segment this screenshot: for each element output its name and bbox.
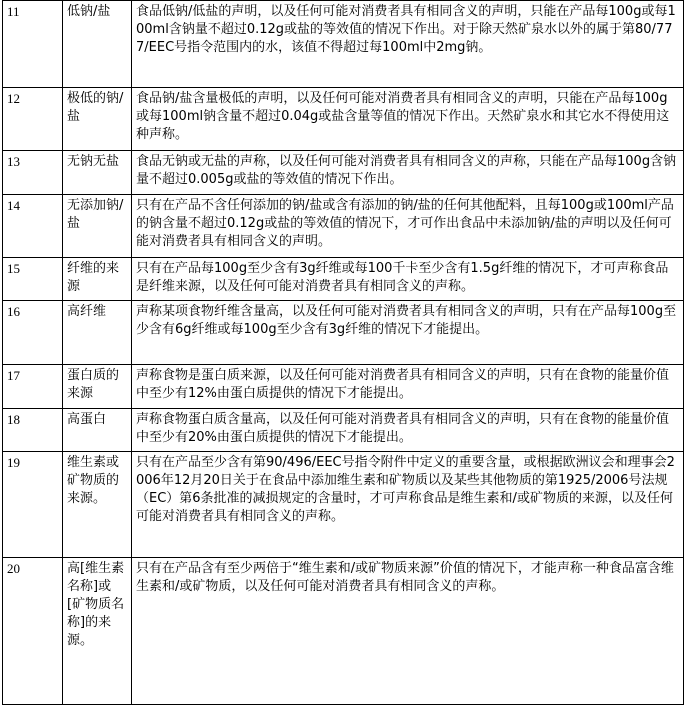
claim-condition: 只有在产品至少含有第90/496/EEC号指令附件中定义的重要含量，或根据欧洲议会和理事会2006年12月20日关于在食品中添加维生素和矿物质以及某些其他物质的第1925/2006号法规（EC）第6条批准的减损规定的含量时，才可声称食品是维生素和/或矿物质的来源，以及任何可能对消费者具有相同含义的声称。 (132, 452, 684, 558)
claim-condition: 声称食物蛋白质含量高，以及任何可能对消费者具有相同含义的声明，只有在食物的能量价值中至少有20%由蛋白质提供的情况下才能提出。 (132, 409, 684, 452)
table-row (3, 1, 684, 88)
claim-name: 低钠/盐 (63, 1, 132, 88)
table-row (3, 301, 684, 365)
table-row (3, 151, 684, 195)
claim-name: 维生素或矿物质的来源。 (63, 452, 132, 558)
row-number: 14 (3, 195, 63, 258)
table-row (3, 558, 684, 705)
row-number: 16 (3, 301, 63, 365)
claim-condition: 食品钠/盐含量极低的声明，以及任何可能对消费者具有相同含义的声明，只能在产品每100g或每100ml钠含量不超过0.04g或盐含量等值的情况下作出。天然矿泉水和其它水不得使用这种声称。 (132, 88, 684, 151)
claim-name: 纤维的来源 (63, 258, 132, 301)
table-row (3, 88, 684, 151)
claim-condition: 只有在产品含有至少两倍于“维生素和/或矿物质来源”价值的情况下，才能声称一种食品富含维生素和/或矿物质，以及任何可能对消费者具有相同含义的声称。 (132, 558, 684, 705)
claim-name: 高蛋白 (63, 409, 132, 452)
claim-name: 高纤维 (63, 301, 132, 365)
table-row (3, 452, 684, 558)
row-number: 15 (3, 258, 63, 301)
claims-table-body (3, 1, 684, 705)
table-row (3, 365, 684, 409)
row-number: 12 (3, 88, 63, 151)
row-number: 18 (3, 409, 63, 452)
claim-condition: 食品无钠或无盐的声称，以及任何可能对消费者具有相同含义的声称，只能在产品每100g含钠量不超过0.005g或盐的等效值的情况下作出。 (132, 151, 684, 195)
claim-condition: 只有在产品每100g至少含有3g纤维或每100千卡至少含有1.5g纤维的情况下，才可声称食品是纤维来源，以及任何可能对消费者具有相同含义的声称。 (132, 258, 684, 301)
claim-name: 蛋白质的来源 (63, 365, 132, 409)
claim-condition: 食品低钠/低盐的声明，以及任何可能对消费者具有相同含义的声明，只能在产品每100g或每100ml含钠量不超过0.12g或盐的等效值的情况下作出。对于除天然矿泉水以外的属于第80/777/EEC号指令范围内的水，该值不得超过每100ml中2mg钠。 (132, 1, 684, 88)
row-number: 13 (3, 151, 63, 195)
claim-name: 高[维生素名称]或[矿物质名称]的来源。 (63, 558, 132, 705)
row-number: 11 (3, 1, 63, 88)
row-number: 20 (3, 558, 63, 705)
claim-condition: 声称食物是蛋白质来源，以及任何可能对消费者具有相同含义的声明，只有在食物的能量价值中至少有12%由蛋白质提供的情况下才能提出。 (132, 365, 684, 409)
claim-name: 极低的钠/盐 (63, 88, 132, 151)
table-row (3, 409, 684, 452)
claim-condition: 声称某项食物纤维含量高，以及任何可能对消费者具有相同含义的声明，只有在产品每100g至少含有6g纤维或每100g至少含有3g纤维的情况下才能提出。 (132, 301, 684, 365)
claim-name: 无添加钠/盐 (63, 195, 132, 258)
claim-condition: 只有在产品不含任何添加的钠/盐或含有添加的钠/盐的任何其他配料，且每100g或100ml产品的钠含量不超过0.12g或盐的等效值的情况下，才可作出食品中未添加钠/盐的声明以及任何可能对消费者具有相同含义的声明。 (132, 195, 684, 258)
table-row (3, 195, 684, 258)
table-row (3, 258, 684, 301)
nutrition-claims-table (2, 0, 684, 705)
row-number: 17 (3, 365, 63, 409)
row-number: 19 (3, 452, 63, 558)
claim-name: 无钠无盐 (63, 151, 132, 195)
